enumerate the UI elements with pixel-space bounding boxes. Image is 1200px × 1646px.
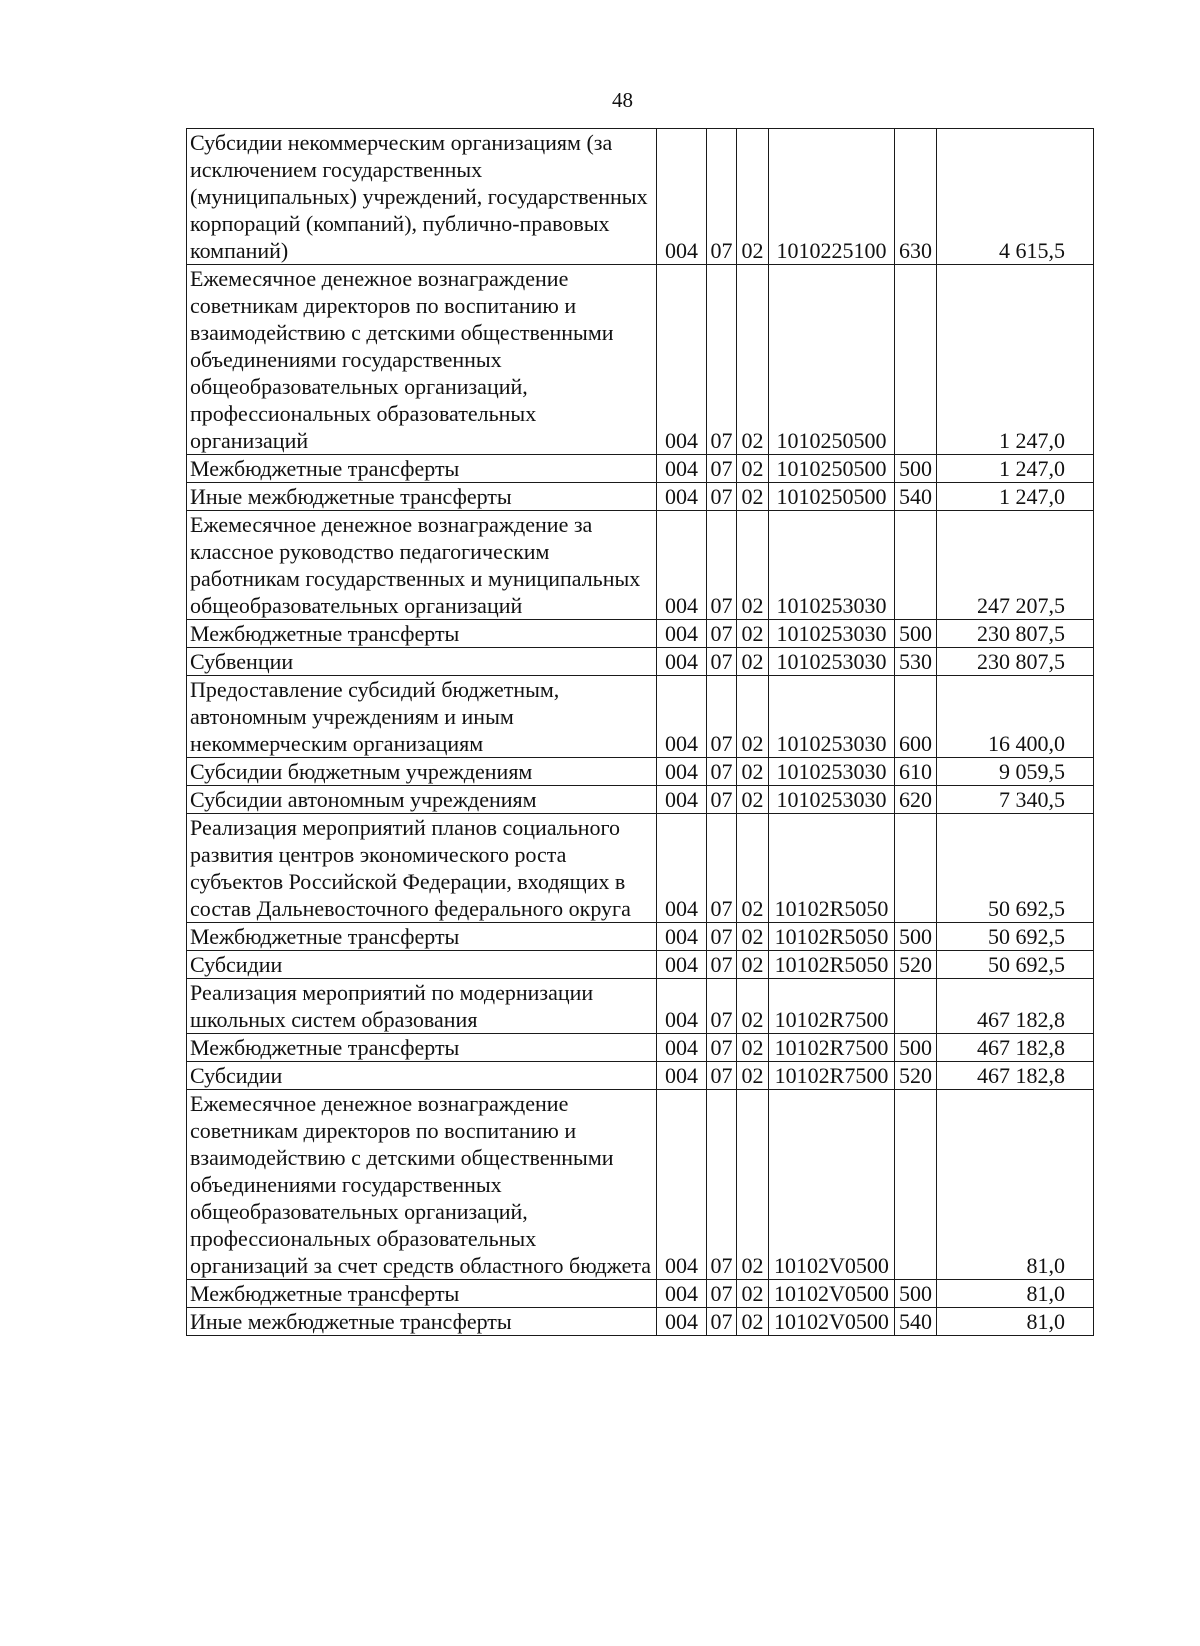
section-code-cell: 07: [707, 786, 737, 814]
ministry-code-cell: 004: [657, 951, 707, 979]
ministry-code-cell: 004: [657, 455, 707, 483]
ministry-code-cell: 004: [657, 620, 707, 648]
table-row: [187, 979, 1094, 1034]
target-article-cell: 1010253030: [769, 758, 895, 786]
row-name-cell: Реализация мероприятий планов социального развития центров экономического роста субъектов Российской Федерации, входящих в состав Дальневосточного федерального округа: [187, 814, 657, 923]
expense-type-cell: 500: [895, 1280, 937, 1308]
target-article-cell: 10102R5050: [769, 814, 895, 923]
expense-type-cell: [895, 265, 937, 455]
section-code-cell: 07: [707, 129, 737, 265]
expense-type-cell: 500: [895, 1034, 937, 1062]
table-row: [187, 483, 1094, 511]
ministry-code-cell: 004: [657, 648, 707, 676]
subsection-code-cell: 02: [737, 979, 769, 1034]
section-code-cell: 07: [707, 483, 737, 511]
expense-type-cell: 620: [895, 786, 937, 814]
subsection-code-cell: 02: [737, 265, 769, 455]
amount-cell: 4 615,5: [937, 129, 1094, 265]
row-name-cell: Ежемесячное денежное вознаграждение советникам директоров по воспитанию и взаимодействию с детскими общественными объединениями государственных общеобразовательных организаций, профессиональных образовательных организаций: [187, 265, 657, 455]
amount-cell: 1 247,0: [937, 483, 1094, 511]
section-code-cell: 07: [707, 1062, 737, 1090]
ministry-code-cell: 004: [657, 758, 707, 786]
expense-type-cell: [895, 979, 937, 1034]
subsection-code-cell: 02: [737, 1308, 769, 1336]
subsection-code-cell: 02: [737, 1062, 769, 1090]
expense-type-cell: 540: [895, 1308, 937, 1336]
table-row: [187, 758, 1094, 786]
section-code-cell: 07: [707, 511, 737, 620]
table-row: [187, 923, 1094, 951]
expense-type-cell: 500: [895, 620, 937, 648]
ministry-code-cell: 004: [657, 1062, 707, 1090]
amount-cell: 467 182,8: [937, 979, 1094, 1034]
expense-type-cell: 600: [895, 676, 937, 758]
budget-table: [186, 128, 1094, 1336]
amount-cell: 467 182,8: [937, 1034, 1094, 1062]
row-name-cell: Межбюджетные трансферты: [187, 620, 657, 648]
expense-type-cell: [895, 814, 937, 923]
section-code-cell: 07: [707, 758, 737, 786]
subsection-code-cell: 02: [737, 483, 769, 511]
expense-type-cell: 540: [895, 483, 937, 511]
subsection-code-cell: 02: [737, 676, 769, 758]
table-row: [187, 511, 1094, 620]
section-code-cell: 07: [707, 1280, 737, 1308]
amount-cell: 230 807,5: [937, 620, 1094, 648]
section-code-cell: 07: [707, 620, 737, 648]
table-row: [187, 1090, 1094, 1280]
row-name-cell: Субвенции: [187, 648, 657, 676]
row-name-cell: Межбюджетные трансферты: [187, 1034, 657, 1062]
ministry-code-cell: 004: [657, 511, 707, 620]
target-article-cell: 1010253030: [769, 511, 895, 620]
ministry-code-cell: 004: [657, 814, 707, 923]
target-article-cell: 10102V0500: [769, 1090, 895, 1280]
expense-type-cell: 530: [895, 648, 937, 676]
page-number: 48: [612, 88, 633, 112]
section-code-cell: 07: [707, 979, 737, 1034]
target-article-cell: 1010253030: [769, 676, 895, 758]
amount-cell: 1 247,0: [937, 455, 1094, 483]
target-article-cell: 1010250500: [769, 455, 895, 483]
ministry-code-cell: 004: [657, 979, 707, 1034]
subsection-code-cell: 02: [737, 1280, 769, 1308]
table-row: [187, 1062, 1094, 1090]
section-code-cell: 07: [707, 676, 737, 758]
subsection-code-cell: 02: [737, 648, 769, 676]
row-name-cell: Ежемесячное денежное вознаграждение за классное руководство педагогическим работникам государственных и муниципальных общеобразовательных организаций: [187, 511, 657, 620]
subsection-code-cell: 02: [737, 923, 769, 951]
target-article-cell: 10102R7500: [769, 1034, 895, 1062]
ministry-code-cell: 004: [657, 1034, 707, 1062]
row-name-cell: Субсидии автономным учреждениям: [187, 786, 657, 814]
target-article-cell: 1010250500: [769, 483, 895, 511]
target-article-cell: 10102R7500: [769, 979, 895, 1034]
section-code-cell: 07: [707, 1090, 737, 1280]
subsection-code-cell: 02: [737, 511, 769, 620]
section-code-cell: 07: [707, 814, 737, 923]
subsection-code-cell: 02: [737, 786, 769, 814]
table-row: [187, 676, 1094, 758]
section-code-cell: 07: [707, 455, 737, 483]
target-article-cell: 1010250500: [769, 265, 895, 455]
target-article-cell: 10102R5050: [769, 951, 895, 979]
row-name-cell: Ежемесячное денежное вознаграждение советникам директоров по воспитанию и взаимодействию с детскими общественными объединениями государственных общеобразовательных организаций, профессиональных образовательных организаций за счет средств областного бюджета: [187, 1090, 657, 1280]
table-row: [187, 786, 1094, 814]
section-code-cell: 07: [707, 1308, 737, 1336]
row-name-cell: Субсидии: [187, 951, 657, 979]
amount-cell: 467 182,8: [937, 1062, 1094, 1090]
subsection-code-cell: 02: [737, 814, 769, 923]
amount-cell: 50 692,5: [937, 951, 1094, 979]
subsection-code-cell: 02: [737, 951, 769, 979]
budget-table-body: [187, 129, 1094, 1336]
row-name-cell: Иные межбюджетные трансферты: [187, 483, 657, 511]
ministry-code-cell: 004: [657, 676, 707, 758]
amount-cell: 9 059,5: [937, 758, 1094, 786]
table-row: [187, 951, 1094, 979]
amount-cell: 16 400,0: [937, 676, 1094, 758]
amount-cell: 7 340,5: [937, 786, 1094, 814]
target-article-cell: 1010225100: [769, 129, 895, 265]
subsection-code-cell: 02: [737, 620, 769, 648]
expense-type-cell: 520: [895, 1062, 937, 1090]
section-code-cell: 07: [707, 951, 737, 979]
expense-type-cell: 610: [895, 758, 937, 786]
row-name-cell: Субсидии бюджетным учреждениям: [187, 758, 657, 786]
subsection-code-cell: 02: [737, 455, 769, 483]
subsection-code-cell: 02: [737, 1034, 769, 1062]
amount-cell: 81,0: [937, 1280, 1094, 1308]
ministry-code-cell: 004: [657, 483, 707, 511]
row-name-cell: Межбюджетные трансферты: [187, 1280, 657, 1308]
table-row: [187, 620, 1094, 648]
expense-type-cell: 630: [895, 129, 937, 265]
section-code-cell: 07: [707, 648, 737, 676]
row-name-cell: Предоставление субсидий бюджетным, автономным учреждениям и иным некоммерческим организациям: [187, 676, 657, 758]
subsection-code-cell: 02: [737, 129, 769, 265]
row-name-cell: Субсидии некоммерческим организациям (за исключением государственных (муниципальных) учреждений, государственных корпораций (компаний), публично-правовых компаний): [187, 129, 657, 265]
row-name-cell: Межбюджетные трансферты: [187, 455, 657, 483]
target-article-cell: 1010253030: [769, 648, 895, 676]
target-article-cell: 10102R5050: [769, 923, 895, 951]
table-row: [187, 129, 1094, 265]
table-row: [187, 814, 1094, 923]
target-article-cell: 10102V0500: [769, 1308, 895, 1336]
amount-cell: 230 807,5: [937, 648, 1094, 676]
amount-cell: 81,0: [937, 1090, 1094, 1280]
ministry-code-cell: 004: [657, 129, 707, 265]
section-code-cell: 07: [707, 923, 737, 951]
table-row: [187, 1308, 1094, 1336]
ministry-code-cell: 004: [657, 1308, 707, 1336]
ministry-code-cell: 004: [657, 786, 707, 814]
section-code-cell: 07: [707, 265, 737, 455]
expense-type-cell: [895, 511, 937, 620]
subsection-code-cell: 02: [737, 758, 769, 786]
table-row: [187, 265, 1094, 455]
expense-type-cell: 520: [895, 951, 937, 979]
target-article-cell: 10102V0500: [769, 1280, 895, 1308]
table-row: [187, 1034, 1094, 1062]
expense-type-cell: 500: [895, 923, 937, 951]
section-code-cell: 07: [707, 1034, 737, 1062]
ministry-code-cell: 004: [657, 1090, 707, 1280]
ministry-code-cell: 004: [657, 923, 707, 951]
row-name-cell: Иные межбюджетные трансферты: [187, 1308, 657, 1336]
target-article-cell: 1010253030: [769, 620, 895, 648]
row-name-cell: Реализация мероприятий по модернизации школьных систем образования: [187, 979, 657, 1034]
table-row: [187, 648, 1094, 676]
ministry-code-cell: 004: [657, 1280, 707, 1308]
table-row: [187, 455, 1094, 483]
table-row: [187, 1280, 1094, 1308]
amount-cell: 50 692,5: [937, 923, 1094, 951]
target-article-cell: 10102R7500: [769, 1062, 895, 1090]
row-name-cell: Субсидии: [187, 1062, 657, 1090]
amount-cell: 81,0: [937, 1308, 1094, 1336]
target-article-cell: 1010253030: [769, 786, 895, 814]
subsection-code-cell: 02: [737, 1090, 769, 1280]
expense-type-cell: 500: [895, 455, 937, 483]
amount-cell: 50 692,5: [937, 814, 1094, 923]
expense-type-cell: [895, 1090, 937, 1280]
amount-cell: 247 207,5: [937, 511, 1094, 620]
ministry-code-cell: 004: [657, 265, 707, 455]
amount-cell: 1 247,0: [937, 265, 1094, 455]
row-name-cell: Межбюджетные трансферты: [187, 923, 657, 951]
